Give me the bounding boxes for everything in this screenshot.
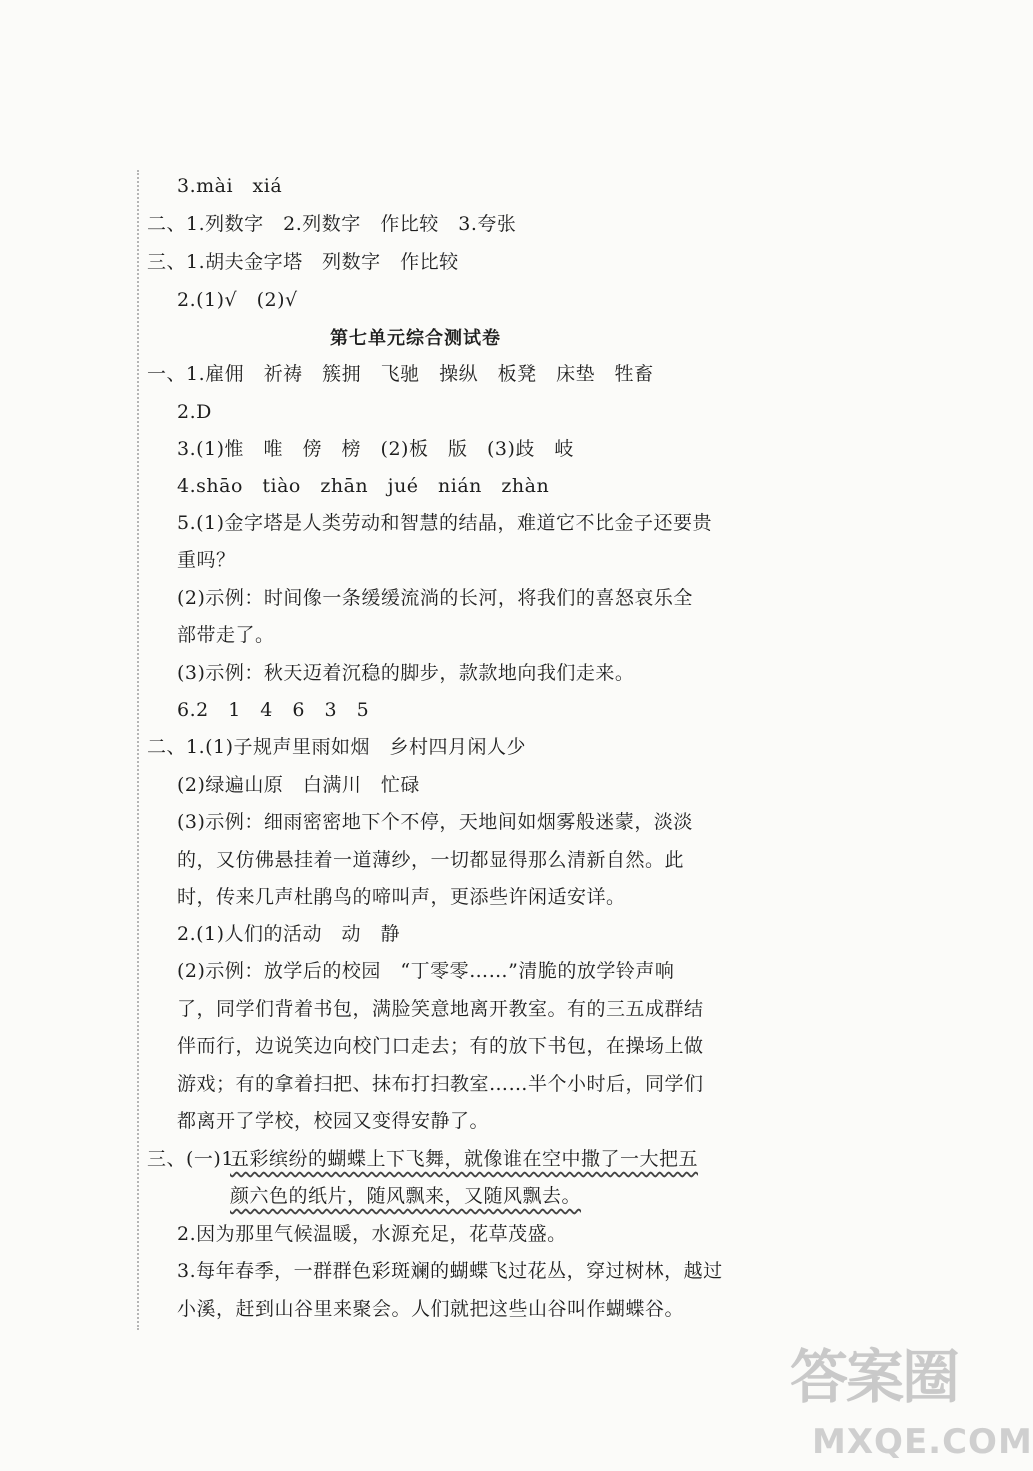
underlined-answer: 颜六色的纸片，随风飘来，又随风飘去。 bbox=[230, 1185, 582, 1207]
answer-line: 了，同学们背着书包，满脸笑意地离开教室。有的三五成群结 bbox=[177, 998, 704, 1020]
answer-line: 3.每年春季，一群群色彩斑斓的蝴蝶飞过花丛，穿过树林，越过 bbox=[177, 1260, 723, 1282]
answer-line: 游戏；有的拿着扫把、抹布打扫教室……半个小时后，同学们 bbox=[177, 1073, 704, 1095]
answer-line: 2.(1)√ (2)√ bbox=[177, 289, 298, 311]
answer-line: 二、1.列数字 2.列数字 作比较 3.夸张 bbox=[147, 213, 517, 235]
answer-line: (3)示例：细雨密密地下个不停，天地间如烟雾般迷蒙，淡淡 bbox=[177, 811, 693, 833]
answer-line: 4.shāo tiào zhān jué nián zhàn bbox=[177, 475, 550, 497]
watermark-logo: 答案圈 bbox=[790, 1343, 959, 1411]
answer-line: 3.(1)惟 唯 傍 榜 (2)板 版 (3)歧 岐 bbox=[177, 438, 574, 460]
answer-line: 的，又仿佛悬挂着一道薄纱，一切都显得那么清新自然。此 bbox=[177, 849, 685, 871]
answer-line: 都离开了学校，校园又变得安静了。 bbox=[177, 1110, 490, 1132]
answer-line: 部带走了。 bbox=[177, 624, 275, 646]
answer-line: 二、1.(1)子规声里雨如烟 乡村四月闲人少 bbox=[147, 736, 527, 758]
answer-line: 5.(1)金字塔是人类劳动和智慧的结晶，难道它不比金子还要贵 bbox=[177, 512, 713, 534]
answer-line: (2)示例：时间像一条缓缓流淌的长河，将我们的喜怒哀乐全 bbox=[177, 587, 693, 609]
answer-line: 时，传来几声杜鹃鸟的啼叫声，更添些许闲适安详。 bbox=[177, 886, 626, 908]
underlined-answer: 五彩缤纷的蝴蝶上下飞舞，就像谁在空中撒了一大把五 bbox=[230, 1148, 699, 1170]
answer-line: 三、1.胡夫金字塔 列数字 作比较 bbox=[147, 251, 459, 273]
watermark bbox=[790, 1330, 1033, 1470]
answer-line-label: 三、(一)1. bbox=[147, 1148, 241, 1170]
answer-line: 6.2 1 4 6 3 5 bbox=[177, 699, 370, 721]
answer-line: 2.(1)人们的活动 动 静 bbox=[177, 923, 401, 945]
answer-line: 2.因为那里气候温暖，水源充足，花草茂盛。 bbox=[177, 1223, 567, 1245]
answer-line: 伴而行，边说笑边向校门口走去；有的放下书包，在操场上做 bbox=[177, 1035, 704, 1057]
answer-line: 一、1.雇佣 祈祷 簇拥 飞驰 操纵 板凳 床垫 牲畜 bbox=[147, 363, 654, 385]
answer-line: 重吗？ bbox=[177, 549, 236, 571]
answer-line: (2)示例：放学后的校园 “丁零零……”清脆的放学铃声响 bbox=[177, 960, 675, 982]
answer-line: 2.D bbox=[177, 401, 212, 423]
answer-line: (3)示例：秋天迈着沉稳的脚步，款款地向我们走来。 bbox=[177, 662, 635, 684]
answer-line: 3.mài xiá bbox=[177, 175, 283, 197]
answer-line: 小溪，赶到山谷里来聚会。人们就把这些山谷叫作蝴蝶谷。 bbox=[177, 1298, 685, 1320]
watermark-site: MXQE.COM bbox=[812, 1422, 1033, 1462]
section-title: 第七单元综合测试卷 bbox=[330, 328, 501, 349]
answer-line: (2)绿遍山原 白满川 忙碌 bbox=[177, 774, 420, 796]
binding-margin-line bbox=[137, 170, 139, 1330]
